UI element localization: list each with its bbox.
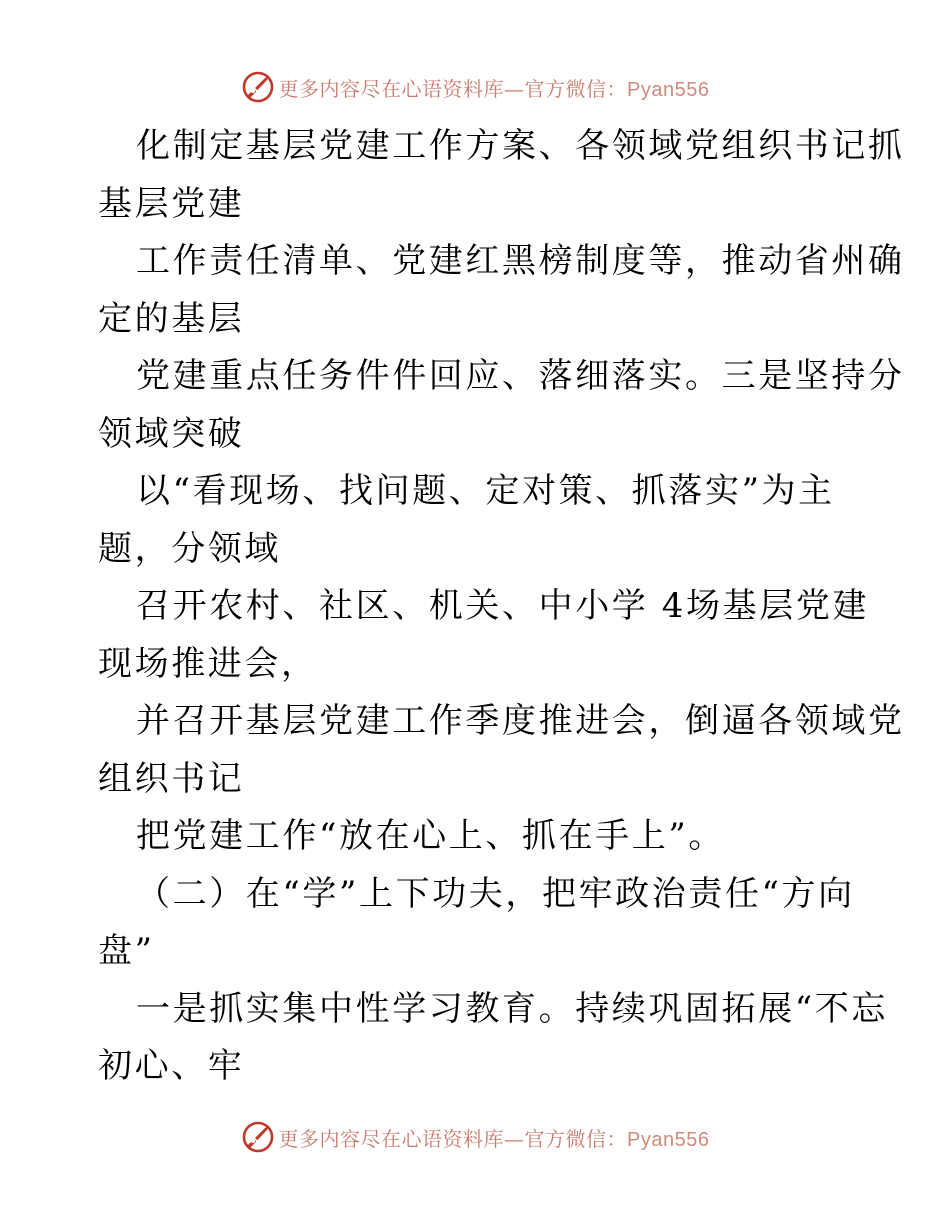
header-watermark <box>0 70 950 104</box>
watermark-label: 官方微信： <box>524 1126 628 1151</box>
watermark-separator: — <box>504 76 525 101</box>
watermark-label: 官方微信： <box>524 76 628 101</box>
text-line: 现场推进会， <box>98 643 318 684</box>
text-line: 一是抓实集中性学习教育。持续巩固拓展“不忘 <box>136 988 888 1029</box>
watermark-id: Pyan556 <box>627 78 710 101</box>
text-line: 初心、牢 <box>98 1046 245 1086</box>
text-line: 并召开基层党建工作季度推进会，倒逼各领域党 <box>136 701 905 741</box>
watermark-text <box>279 73 710 102</box>
quill-logo-icon <box>241 1120 275 1154</box>
footer-watermark <box>0 1120 950 1154</box>
text-line: 党建重点任务件件回应、落细落实。三是坚持分 <box>136 356 905 396</box>
text-line: 工作责任清单、党建红黑榜制度等，推动省州确 <box>136 241 905 281</box>
watermark-brand: 更多内容尽在心语资料库 <box>278 1126 505 1151</box>
text-line: 盘” <box>98 931 155 971</box>
text-line: 把党建工作“放在心上、抓在手上”。 <box>136 816 725 856</box>
watermark-id: Pyan556 <box>627 1128 710 1151</box>
watermark-separator: — <box>504 1126 525 1151</box>
document-body <box>98 118 905 1096</box>
text-line: 定的基层 <box>98 298 245 339</box>
text-line: （二）在“学”上下功夫，把牢政治责任“方向 <box>136 873 855 914</box>
text-line: 领域突破 <box>98 413 245 454</box>
text-line: 基层党建 <box>98 183 245 224</box>
watermark-text <box>279 1123 710 1152</box>
watermark-brand: 更多内容尽在心语资料库 <box>278 76 505 101</box>
text-line: 题，分领域 <box>98 528 281 569</box>
quill-logo-icon <box>241 70 275 104</box>
text-line: 化制定基层党建工作方案、各领域党组织书记抓 <box>136 126 905 166</box>
text-line: 组织书记 <box>98 758 245 799</box>
text-line: 召开农村、社区、机关、中小学 4场基层党建 <box>136 586 870 626</box>
text-line: 以“看现场、找问题、定对策、抓落实”为主 <box>136 471 835 511</box>
